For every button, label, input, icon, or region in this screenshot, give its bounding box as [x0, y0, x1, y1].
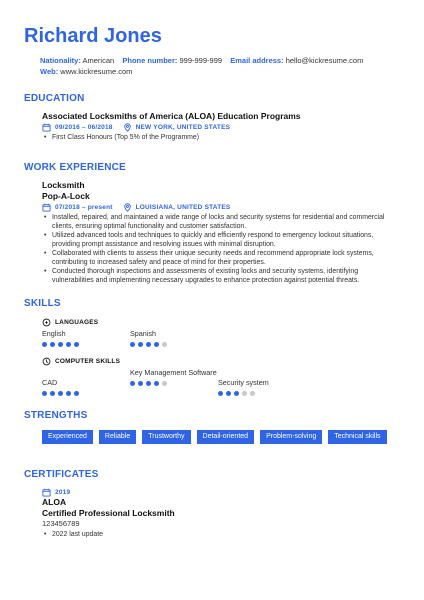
skill-dot [154, 381, 159, 386]
skill-dot [146, 342, 151, 347]
skill-dot [242, 391, 247, 396]
skills-block [42, 318, 394, 396]
certificates-title: CERTIFICATES [24, 469, 99, 480]
skill-dot [50, 342, 55, 347]
certificate-name: Certified Professional Locksmith [42, 508, 175, 519]
location-pin-icon [123, 123, 132, 132]
skill-item [130, 368, 218, 386]
strengths-chips [42, 430, 394, 444]
work-company: Pop-A-Lock [42, 191, 90, 201]
education-name: Associated Locksmiths of America (ALOA) Education Programs [42, 111, 301, 121]
contact-info [40, 55, 400, 77]
skill-name: Key Management Software [130, 368, 217, 378]
strength-chip: Problem-solving [260, 430, 322, 444]
email-value: hello@kickresume.com [285, 56, 364, 65]
skill-dot [218, 391, 223, 396]
web-label: Web: [40, 67, 59, 76]
skill-name: Security system [218, 378, 269, 388]
work-bullet: • Installed, repaired, and maintained a wide range of locks and security systems for residential and commercial clients, ensuring optimal functionality and customer satisfaction. [52, 213, 394, 231]
work-meta [42, 203, 394, 212]
skill-dots [130, 342, 218, 347]
strengths-block [42, 430, 394, 444]
skill-dot [58, 391, 63, 396]
work-dates: 07/2018 – present [55, 204, 113, 212]
work-role: Locksmith [42, 180, 85, 190]
skill-dots [42, 391, 130, 396]
skill-dot [250, 391, 255, 396]
email-label: Email address: [230, 56, 284, 65]
skill-dot [58, 342, 63, 347]
skills-group-computer [42, 357, 394, 366]
skill-dot [42, 391, 47, 396]
education-dates: 09/2016 – 06/2018 [55, 124, 113, 132]
work-bullet: • Utilized advanced tools and techniques to quickly and efficiently respond to emergency lockout situations, providing prompt assistance and resolving issues with minimal disruption. [52, 231, 394, 249]
skill-dot [42, 342, 47, 347]
skills-group-title: COMPUTER SKILLS [55, 358, 121, 366]
skill-item [218, 368, 306, 396]
skill-dots [130, 381, 218, 386]
education-location: NEW YORK, UNITED STATES [135, 124, 231, 132]
skill-dot [138, 342, 143, 347]
skill-dots [42, 342, 130, 347]
skill-dot [146, 381, 151, 386]
certificate-year: 2019 [55, 489, 71, 497]
skill-dot [162, 381, 167, 386]
skills-group-languages [42, 318, 394, 327]
strength-chip: Trustworthy [142, 430, 190, 444]
contact-line-2 [40, 66, 400, 77]
skill-dot [234, 391, 239, 396]
contact-line-1 [40, 55, 400, 66]
education-title: EDUCATION [24, 93, 85, 104]
education-item [42, 111, 394, 142]
calendar-icon [42, 203, 51, 212]
web-value: www.kickresume.com [60, 67, 133, 76]
skill-dot [66, 342, 71, 347]
computer-skills-row [42, 368, 394, 396]
work-bullet: • Collaborated with clients to assess their unique security needs and recommend appropriate lock systems, contributing to increased safety and peace of mind for their properties. [52, 249, 394, 267]
skill-item [130, 329, 218, 347]
certificate-year-line [42, 488, 394, 497]
work-item [42, 180, 394, 285]
education-bullets [42, 133, 394, 142]
work-bullet: • Conducted thorough inspections and assessments of existing locks and security systems, identifying vulnerabilities and implementing necessary upgrades to enhance protection against potential threats. [52, 267, 394, 285]
strengths-title: STRENGTHS [24, 410, 88, 421]
skills-title: SKILLS [24, 298, 61, 309]
skill-dot [138, 381, 143, 386]
work-bullets [42, 213, 394, 285]
skill-dot [74, 342, 79, 347]
certificate-issuer: ALOA [42, 497, 67, 508]
skill-dot [154, 342, 159, 347]
skill-item [42, 329, 130, 347]
phone-value: 999-999-999 [179, 56, 223, 65]
strength-chip: Reliable [99, 430, 136, 444]
skill-name: CAD [42, 378, 58, 388]
certificate-item [42, 488, 394, 539]
strength-chip: Experienced [42, 430, 93, 444]
skill-dot [74, 391, 79, 396]
languages-row [42, 329, 394, 347]
strength-chip: Technical skills [328, 430, 386, 444]
skill-name: Spanish [130, 329, 156, 339]
skill-dot [50, 391, 55, 396]
languages-icon [42, 318, 51, 327]
skill-dot [130, 381, 135, 386]
location-pin-icon [123, 203, 132, 212]
education-bullet: • First Class Honours (Top 5% of the Programme) [52, 133, 394, 142]
person-name: Richard Jones [24, 25, 162, 47]
skill-dots [218, 391, 306, 396]
education-meta [42, 123, 394, 132]
work-location: LOUISIANA, UNITED STATES [135, 204, 231, 212]
certificate-bullets [42, 530, 394, 539]
skill-name: English [42, 329, 66, 339]
skills-group-title: LANGUAGES [55, 319, 99, 327]
certificate-bullet: • 2022 last update [52, 530, 394, 539]
calendar-icon [42, 488, 51, 497]
calendar-icon [42, 123, 51, 132]
certificate-id: 123456789 [42, 519, 80, 529]
skill-dot [162, 342, 167, 347]
strength-chip: Detail-oriented [197, 430, 255, 444]
skill-dot [130, 342, 135, 347]
skill-item [42, 368, 130, 396]
phone-label: Phone number: [122, 56, 178, 65]
work-experience-title: WORK EXPERIENCE [24, 162, 126, 173]
computer-skills-icon [42, 357, 51, 366]
skill-dot [66, 391, 71, 396]
nationality-label: Nationality: [40, 56, 81, 65]
skill-dot [226, 391, 231, 396]
nationality-value: American [82, 56, 115, 65]
